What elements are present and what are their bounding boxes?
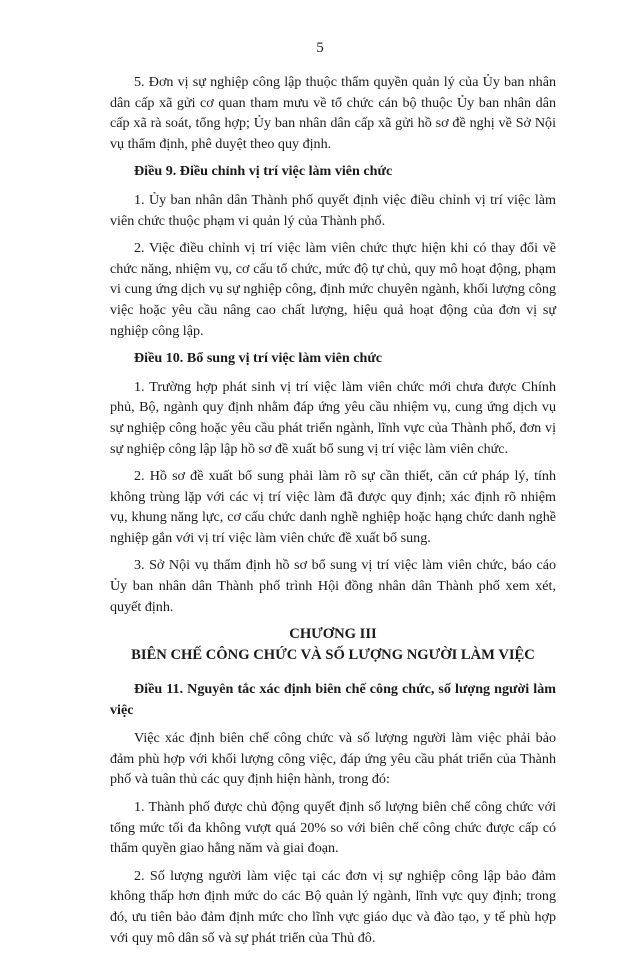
paragraph-article-11-clause-2: 2. Số lượng người làm việc tại các đơn vị sự nghiệp công lập bảo đảm không thấp hơn định mức do các Bộ quản lý ngành, lĩnh vực quy định; trong đó, ưu tiên bảo đảm định mức cho lĩnh vực giáo dục và đào tạo, y tế phù hợp với quy mô dân số và sự phát triển của Thủ đô. — [110, 867, 556, 946]
paragraph-article-9-clause-2: 2. Việc điều chỉnh vị trí việc làm viên chức thực hiện khi có thay đổi về chức năng, nhiệm vụ, cơ cấu tổ chức, mức độ tự chủ, quy mô hoạt động, phạm vi cung ứng dịch vụ sự nghiệp công, định mức chuyên ngành, khối lượng công việc hoặc yêu cầu nâng cao chất lượng, hiệu quả hoạt động của đơn vị sự nghiệp công lập. — [110, 240, 556, 339]
document-body — [110, 72, 556, 955]
paragraph-article-11-intro: Việc xác định biên chế công chức và số lượng người làm việc phải bảo đảm phù hợp với khối lượng công việc, đáp ứng yêu cầu phát triển của Thành phố và tuân thủ các quy định hiện hành, trong đó: — [110, 730, 556, 788]
paragraph-article-10-clause-3: 3. Sở Nội vụ thẩm định hồ sơ bổ sung vị trí việc làm viên chức, báo cáo Ủy ban nhân dân Thành phố trình Hội đồng nhân dân Thành phố xem xét, quyết định. — [110, 557, 556, 615]
article-9-heading: Điều 9. Điều chỉnh vị trí việc làm viên chức — [134, 163, 393, 180]
paragraph-article-9-clause-1: 1. Ủy ban nhân dân Thành phố quyết định việc điều chỉnh vị trí việc làm viên chức thuộc phạm vi quản lý của Thành phố. — [110, 191, 556, 229]
page-number: 5 — [316, 40, 324, 56]
paragraph-article-11-clause-1: 1. Thành phố được chủ động quyết định số lượng biên chế công chức với tổng mức tối đa không vượt quá 20% so với biên chế công chức được cấp có thẩm quyền giao hằng năm và giai đoạn. — [110, 799, 556, 857]
chapter-title: BIÊN CHẾ CÔNG CHỨC VÀ SỐ LƯỢNG NGƯỜI LÀM VIỆC — [131, 646, 535, 663]
paragraph-article-10-clause-1: 1. Trường hợp phát sinh vị trí việc làm viên chức mới chưa được Chính phủ, Bộ, ngành quy định nhằm đáp ứng yêu cầu nhiệm vụ, cung ứng dịch vụ sự nghiệp công hoặc yêu cầu phát triển ngành, lĩnh vực của Thành phố, đơn vị sự nghiệp công lập lập hồ sơ đề xuất bổ sung vị trí việc làm viên chức. — [110, 378, 556, 457]
article-10-heading: Điều 10. Bổ sung vị trí việc làm viên chức — [134, 350, 383, 367]
paragraph-article-10-clause-2: 2. Hồ sơ đề xuất bổ sung phải làm rõ sự cần thiết, căn cứ pháp lý, tính không trùng lặp với các vị trí việc làm đã được quy định; xác định rõ nhiệm vụ, khung năng lực, cơ cấu chức danh nghề nghiệp hoặc hạng chức danh nghề nghiệp gắn với vị trí việc làm viên chức đề xuất bổ sung. — [110, 468, 556, 546]
chapter-number: CHƯƠNG III — [289, 626, 377, 643]
paragraph-clause-5: 5. Đơn vị sự nghiệp công lập thuộc thẩm quyền quản lý của Ủy ban nhân dân cấp xã gửi cơ quan tham mưu về tổ chức cán bộ thuộc Ủy ban nhân dân cấp xã rà soát, tổng hợp; Ủy ban nhân dân cấp xã gửi hồ sơ đề nghị về Sở Nội vụ thẩm định, phê duyệt theo quy định. — [110, 74, 556, 152]
article-11-heading: Điều 11. Nguyên tắc xác định biên chế công chức, số lượng người làm việc — [110, 681, 556, 718]
